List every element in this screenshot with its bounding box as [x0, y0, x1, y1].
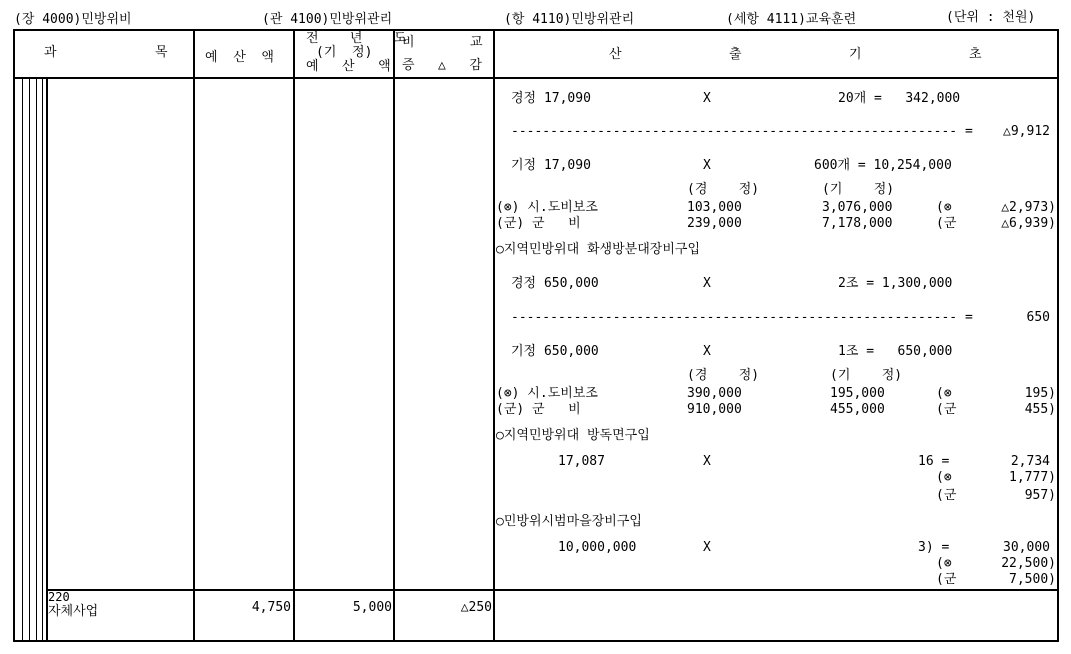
basis-line-10b: X: [703, 344, 711, 359]
hang-label: (항 4110)민방위관리: [504, 12, 635, 27]
item-name: 자체사업: [48, 604, 99, 619]
basis-line-19c: 3) =: [918, 540, 950, 555]
basis-line-4a: (경 정): [687, 182, 760, 197]
basis-line-5b: 103,000: [687, 200, 742, 215]
basis-line-1a: 경정 17,090: [511, 91, 591, 106]
col-basis-2: 출: [729, 47, 742, 62]
col-gwamok-right: 목: [155, 45, 168, 60]
header-bottom-border: [13, 77, 1059, 79]
basis-line-6c: 7,178,000: [822, 216, 893, 231]
col-basis-4: 초: [969, 47, 982, 62]
basis-line-16a: (⊗: [936, 470, 952, 485]
basis-line-12c: 195,000: [830, 386, 885, 401]
basis-line-3c: 600개 = 10,254,000: [814, 158, 952, 173]
item-diff: △250: [460, 600, 492, 615]
indent-line-1: [22, 79, 23, 642]
col-gwamok-left: 과: [44, 45, 57, 60]
basis-line-19b: X: [703, 540, 711, 555]
basis-line-6a: (군) 군 비: [496, 216, 581, 231]
basis-line-6e: △6,939): [1001, 216, 1056, 231]
basis-line-20b: 22,500): [1001, 556, 1056, 571]
basis-item-title-1: ○지역민방위대 화생방분대장비구입: [496, 242, 701, 257]
basis-line-15b: X: [703, 454, 711, 469]
col-sep-budget: [193, 29, 195, 642]
basis-line-1b: X: [703, 91, 711, 106]
col-budget: 예 산 액: [205, 50, 274, 65]
basis-line-4b: (기 정): [822, 182, 895, 197]
basis-line-5e: △2,973): [1001, 200, 1056, 215]
basis-line-10c: 1조 = 650,000: [838, 344, 953, 359]
basis-line-3a: 기정 17,090: [511, 158, 591, 173]
basis-line-20a: (⊗: [936, 556, 952, 571]
col-prev-line2: (기 정): [316, 45, 373, 60]
col-compare-line2: 증 △ 감: [402, 58, 482, 73]
basis-dash-1-value: △9,912: [1003, 124, 1050, 139]
table-top-border: [13, 29, 1059, 31]
basis-line-11a: (경 정): [687, 368, 760, 383]
basis-line-13c: 455,000: [830, 402, 885, 417]
basis-line-11b: (기 정): [830, 368, 903, 383]
basis-line-12b: 390,000: [687, 386, 742, 401]
basis-line-6d: (군: [936, 216, 957, 231]
right-border: [1057, 29, 1059, 642]
col-prev-line3: 예 산 액: [306, 59, 391, 74]
indent-line-2: [29, 79, 30, 642]
basis-line-13b: 910,000: [687, 402, 742, 417]
basis-line-15d: 2,734: [1010, 454, 1050, 469]
basis-line-12e: 195): [1024, 386, 1056, 401]
basis-item-title-3: ○민방위시범마을장비구입: [496, 514, 642, 529]
basis-line-3b: X: [703, 158, 711, 173]
basis-line-17a: (군: [936, 488, 957, 503]
basis-dash-2-value: 650: [1026, 310, 1050, 325]
basis-line-5c: 3,076,000: [822, 200, 893, 215]
jang-label: (장 4000)민방위비: [14, 12, 132, 27]
basis-line-13d: (군: [936, 402, 957, 417]
col-basis-1: 산: [609, 47, 622, 62]
basis-line-19d: 30,000: [1003, 540, 1050, 555]
basis-line-8c: 2조 = 1,300,000: [838, 276, 953, 291]
item-prev-budget: 5,000: [352, 600, 392, 615]
left-border: [13, 29, 15, 642]
basis-line-5a: (⊗) 시.도비보조: [496, 200, 598, 215]
basis-line-21b: 7,500): [1009, 572, 1056, 587]
basis-line-13a: (군) 군 비: [496, 402, 581, 417]
col-compare-right: 교: [470, 35, 483, 50]
basis-line-19a: 10,000,000: [558, 540, 637, 555]
basis-line-21a: (군: [936, 572, 957, 587]
basis-line-17b: 957): [1024, 488, 1056, 503]
basis-line-15c: 16 =: [918, 454, 950, 469]
basis-dash-2: --------------------------------------------------------- =: [511, 310, 973, 325]
sehang-label: (세항 4111)교육훈련: [726, 12, 857, 27]
basis-item-title-2: ○지역민방위대 방독면구입: [496, 428, 650, 443]
item-budget: 4,750: [251, 600, 291, 615]
basis-line-8a: 경정 650,000: [511, 276, 599, 291]
basis-line-6b: 239,000: [687, 216, 742, 231]
unit-label: (단위 : 천원): [946, 10, 1036, 25]
col-prev-line1: 전 년 도: [306, 31, 407, 46]
basis-line-1c: 20개 = 342,000: [838, 91, 961, 106]
item-code: 220: [48, 590, 70, 604]
indent-line-5: [46, 79, 48, 642]
basis-line-10a: 기정 650,000: [511, 344, 599, 359]
basis-line-15a: 17,087: [558, 454, 605, 469]
basis-line-12a: (⊗) 시.도비보조: [496, 386, 598, 401]
col-sep-prev: [293, 29, 295, 642]
basis-line-5d: (⊗: [936, 200, 952, 215]
indent-line-4: [42, 79, 43, 642]
gwan-label: (관 4100)민방위관리: [262, 12, 393, 27]
table-bottom-border: [13, 640, 1059, 642]
basis-dash-1: --------------------------------------------------------- =: [511, 124, 973, 139]
col-sep-basis: [493, 29, 495, 642]
basis-line-8b: X: [703, 276, 711, 291]
basis-line-13e: 455): [1024, 402, 1056, 417]
basis-line-12d: (⊗: [936, 386, 952, 401]
basis-line-16b: 1,777): [1009, 470, 1056, 485]
row-separator: [46, 589, 1059, 591]
indent-line-3: [36, 79, 37, 642]
col-sep-compare: [393, 29, 395, 642]
col-compare-left: 비: [402, 35, 415, 50]
col-basis-3: 기: [849, 47, 862, 62]
